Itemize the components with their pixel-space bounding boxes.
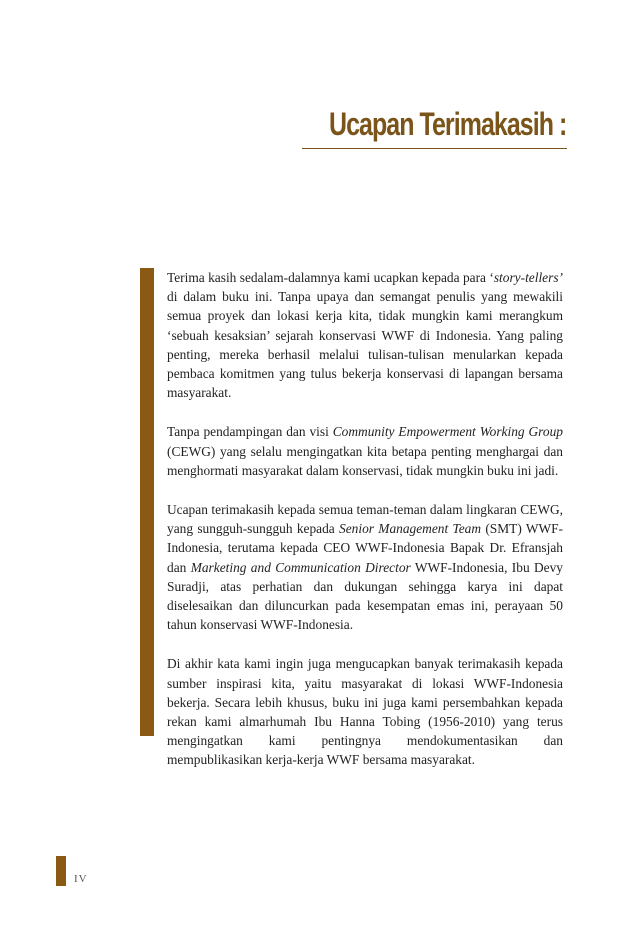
- italic-run: Senior Management Team: [339, 521, 482, 537]
- text-run: (CEWG) yang selalu mengingatkan kita betapa penting menghargai dan menghormati masyarakat dalam konservasi, tidak mungkin buku ini jadi.: [167, 443, 563, 478]
- text-run: Tanpa pendampingan dan visi: [167, 424, 333, 440]
- footer-accent-bar: [56, 856, 66, 886]
- italic-run: Community Empowerment Working Group: [332, 424, 563, 440]
- page-title: Ucapan Terimakasih :: [328, 106, 566, 142]
- paragraph-1: [167, 268, 563, 402]
- text-run: Terima kasih sedalam-dalamnya kami ucapkan kepada para ‘: [167, 270, 494, 285]
- text-run: (SMT) WWF-Indonesia, terutama kepada CEO WWF-Indonesia Bapak Dr. Efransjah dan: [167, 521, 564, 575]
- text-run: Di akhir kata kami ingin juga mengucapkan banyak terimakasih kepada sumber inspirasi kita, yaitu masyarakat di lokasi WWF-Indonesia bekerja. Secara lebih khusus, buku ini juga kami persembahkan kepada rekan kami almarhumah Ibu Hanna Tobing (1956-2010) yang terus mengingatkan kami pentingnya mendokumentasikan dan mempublikasikan kerja-kerja WWF bersama masyarakat.: [167, 656, 563, 768]
- text-run: di dalam buku ini. Tanpa upaya dan semangat penulis yang mewakili semua proyek dan lokasi kerja kita, tidak mungkin kami merangkum ‘sebuah kesaksian’ sejarah konservasi WWF di Indonesia. Yang paling penting, mereka berhasil melalui tulisan-tulisan menularkan kepada pembaca komitmen yang tulus bekerja konservasi di lapangan bersama masyarakat.: [167, 289, 563, 401]
- page-number: IV: [74, 873, 88, 885]
- italic-run: story-tellers’: [493, 270, 563, 285]
- acknowledgement-body: [167, 268, 563, 790]
- text-run: WWF-Indonesia, Ibu Devy Suradji, atas perhatian dan dukungan sehingga karya ini dapat diselesaikan dan diluncurkan pada kesempatan emas ini, perayaan 50 tahun konservasi WWF-Indonesia.: [167, 559, 564, 633]
- text-run: Ucapan terimakasih kepada semua teman-teman dalam lingkaran CEWG, yang sungguh-sungguh kepada: [167, 502, 563, 537]
- italic-run: Marketing and Communication Director: [190, 559, 411, 575]
- paragraph-3: [167, 500, 563, 634]
- title-underline: [302, 148, 567, 149]
- paragraph-2: [167, 422, 563, 480]
- paragraph-4: [167, 654, 563, 769]
- accent-side-bar: [140, 268, 154, 736]
